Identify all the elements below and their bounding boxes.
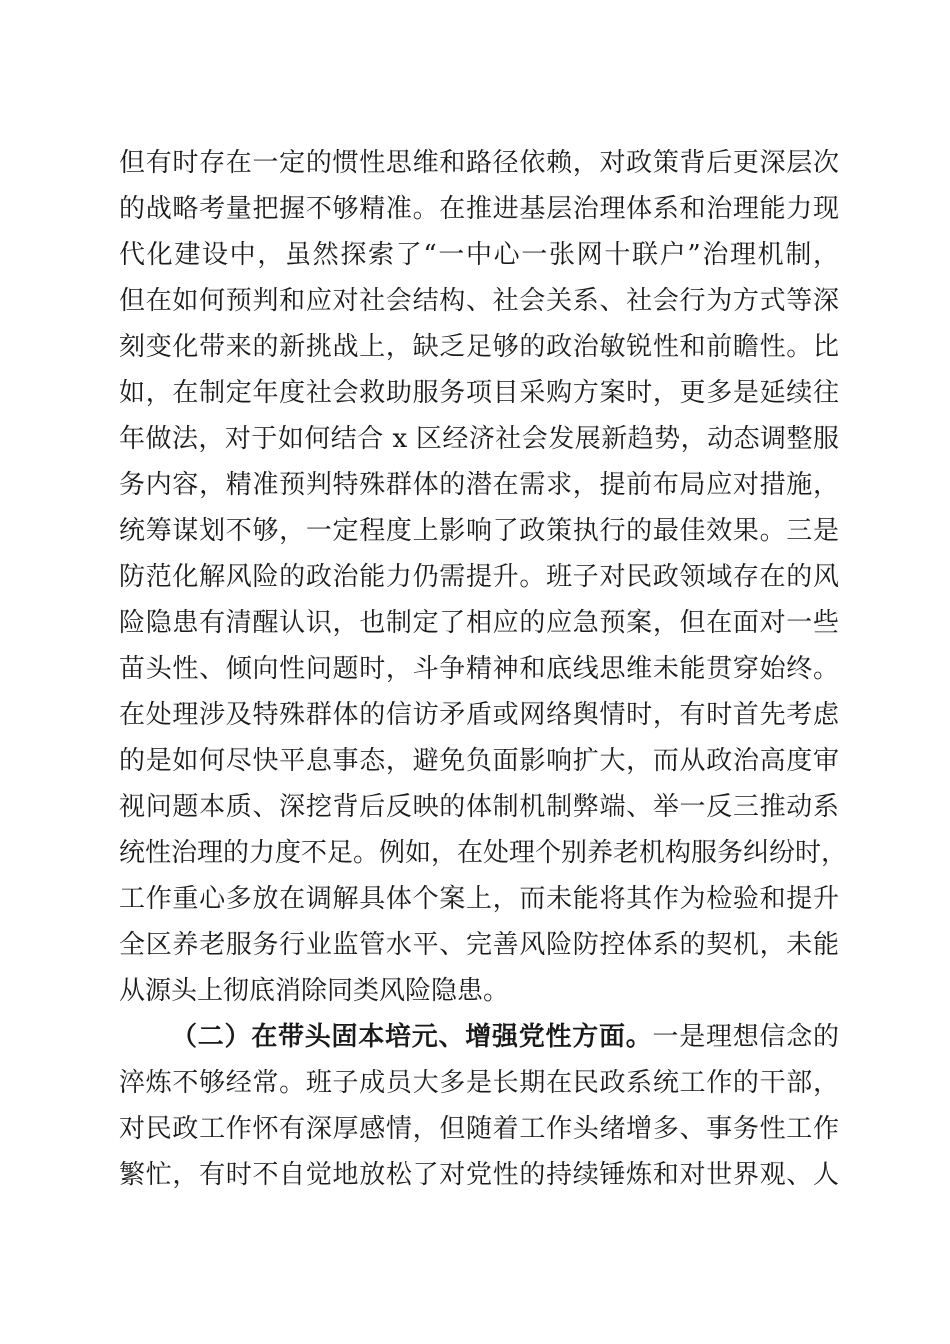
section-heading-rest: 一是理想信念的	[652, 1022, 839, 1052]
section-heading-line	[119, 1014, 839, 1060]
body-line: 统筹谋划不够，一定程度上影响了政策执行的最佳效果。三是	[119, 516, 839, 546]
body-line: 代化建设中，虽然探索了“一中心一张网十联户”治理机制，	[119, 240, 839, 270]
body-line: 从源头上彻底消除同类风险隐患。	[119, 976, 510, 1006]
body-line: 险隐患有清醒认识，也制定了相应的应急预案，但在面对一些	[119, 608, 839, 638]
body-line: 统性治理的力度不足。例如，在处理个别养老机构服务纠纷时，	[119, 838, 848, 868]
body-line: 对民政工作怀有深厚感情，但随着工作头绪增多、事务性工作	[119, 1114, 839, 1144]
body-line: 淬炼不够经常。班子成员大多是长期在民政系统工作的干部，	[119, 1068, 839, 1098]
body-line: 但有时存在一定的惯性思维和路径依赖，对政策背后更深层次	[119, 148, 839, 178]
body-line: 的是如何尽快平息事态，避免负面影响扩大，而从政治高度审	[119, 746, 839, 776]
section-heading: （二）在带头固本培元、增强党性方面。	[171, 1022, 653, 1052]
body-line: 但在如何预判和应对社会结构、社会关系、社会行为方式等深	[119, 286, 839, 316]
body-line: 如，在制定年度社会救助服务项目采购方案时，更多是延续往	[119, 378, 839, 408]
body-line: 务内容，精准预判特殊群体的潜在需求，提前布局应对措施，	[119, 470, 839, 500]
body-line: 的战略考量把握不够精准。在推进基层治理体系和治理能力现	[119, 194, 839, 224]
body-line: 苗头性、倾向性问题时，斗争精神和底线思维未能贯穿始终。	[119, 654, 839, 684]
body-line: 繁忙，有时不自觉地放松了对党性的持续锤炼和对世界观、人	[119, 1160, 839, 1190]
body-line: 工作重心多放在调解具体个案上，而未能将其作为检验和提升	[119, 884, 839, 914]
body-line: 防范化解风险的政治能力仍需提升。班子对民政领域存在的风	[119, 562, 839, 592]
document-body	[119, 140, 848, 1198]
body-line: 刻变化带来的新挑战上，缺乏足够的政治敏锐性和前瞻性。比	[119, 332, 839, 362]
body-line: 全区养老服务行业监管水平、完善风险防控体系的契机，未能	[119, 930, 839, 960]
body-line: 视问题本质、深挖背后反映的体制机制弊端、举一反三推动系	[119, 792, 839, 822]
body-line: 年做法，对于如何结合 x 区经济社会发展新趋势，动态调整服	[119, 424, 839, 454]
body-line: 在处理涉及特殊群体的信访矛盾或网络舆情时，有时首先考虑	[119, 700, 839, 730]
